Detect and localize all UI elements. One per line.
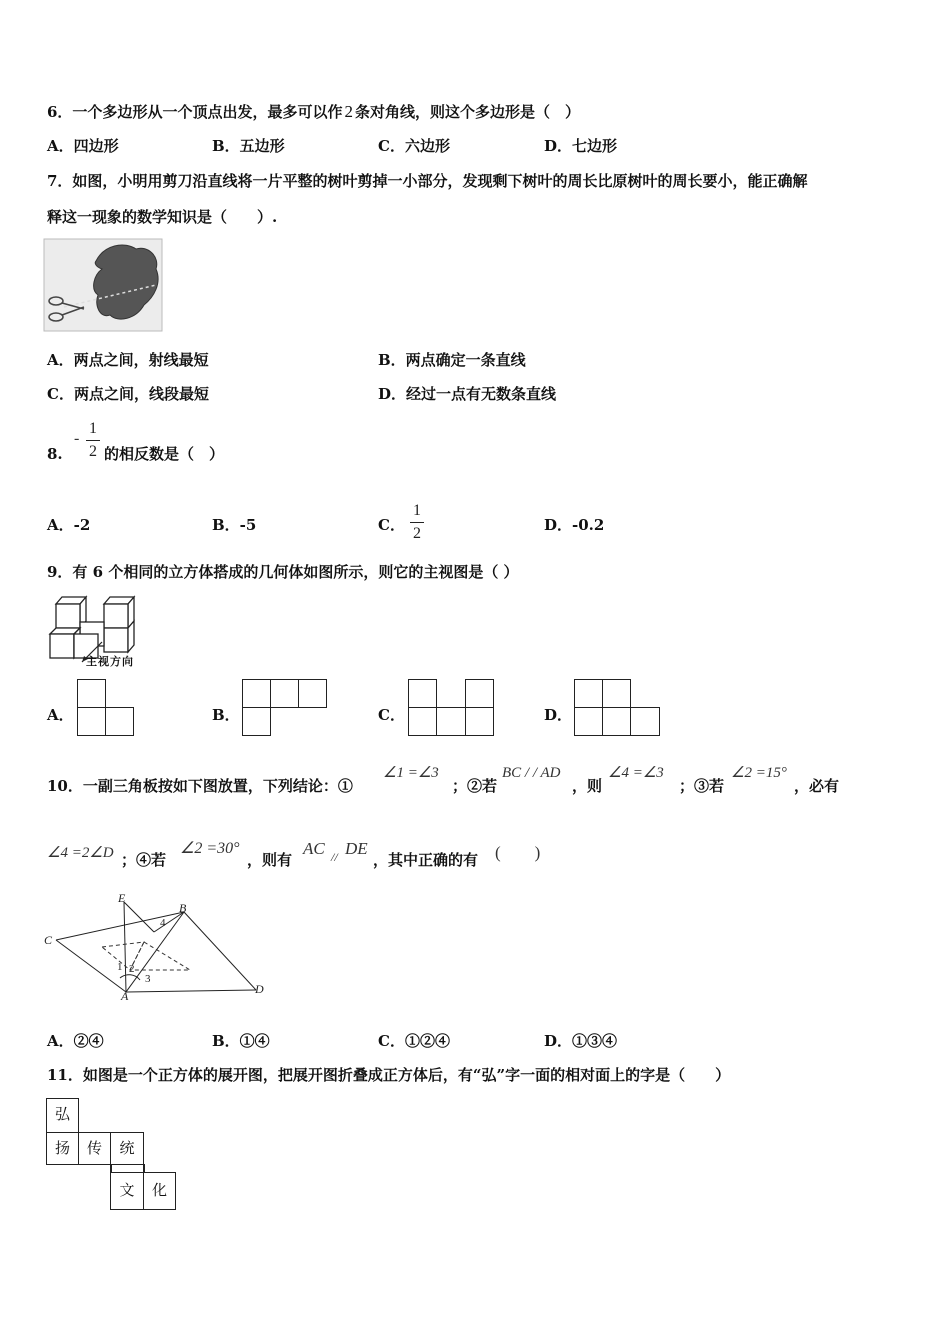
q9-d-cell (602, 707, 631, 736)
q9-option-a[interactable]: A． (47, 706, 74, 724)
angle-label-2: 2 (129, 963, 135, 975)
figure-label-e: E (118, 891, 126, 905)
q10-math-6: ∠2 =30° (180, 840, 240, 857)
q7-option-a[interactable]: A．两点之间，射线最短 (47, 351, 209, 369)
q9-c-cell (408, 679, 437, 708)
q8-option-d[interactable]: D．-0.2 (544, 516, 605, 534)
q9-a-cell (105, 707, 134, 736)
q8-stem: 的相反数是（ ） (104, 445, 225, 463)
q10-math-7c: DE (345, 839, 368, 858)
q8-minus-sign: - (74, 430, 80, 447)
q10-text-8: ，其中正确的有 (373, 851, 479, 869)
cube-net-face: 化 (143, 1172, 176, 1210)
q9-view-direction-label: 主视方向 (86, 655, 134, 668)
q9-a-cell (77, 707, 106, 736)
q9-b-cell (242, 707, 271, 736)
q10-text-2: ；②若 (452, 777, 498, 795)
q10-text-1: 10．一副三角板按如下图放置，下列结论：① (47, 777, 353, 795)
q10-text-3: ，则 (572, 777, 603, 795)
q6-stem-b: 条对角线，则这个多边形是（ ） (354, 103, 580, 121)
figure-label-b: B (179, 901, 187, 915)
leaf-scissors-figure (44, 239, 162, 331)
q10-option-a[interactable]: A．②④ (47, 1032, 104, 1050)
q8-fraction-numerator: 1 (89, 420, 97, 437)
figure-label-d: D (255, 982, 264, 996)
q9-c-cell (436, 707, 466, 736)
q8-fraction-denominator: 2 (89, 443, 97, 460)
q9-c-cell (408, 707, 437, 736)
q6-stem (47, 102, 580, 122)
q7-stem-line1: 7．如图，小明用剪刀沿直线将一片平整的树叶剪掉一小部分，发现剩下树叶的周长比原树叶的周长要小，能正确解 (47, 172, 808, 190)
figure-label-a: A (121, 989, 129, 1003)
cube-net-face: 文 (110, 1172, 144, 1210)
q6-number: 2 (344, 102, 353, 121)
cube-net-face: 弘 (46, 1098, 79, 1133)
q9-c-cell (465, 679, 494, 708)
q6-option-b[interactable]: B．五边形 (212, 137, 285, 155)
q10-option-b[interactable]: B．①④ (212, 1032, 270, 1050)
cube-net-face: 传 (78, 1132, 111, 1165)
q10-math-5: ∠4 =2∠D (47, 845, 114, 861)
q7-option-d[interactable]: D．经过一点有无数条直线 (378, 385, 557, 403)
q8-option-b[interactable]: B．-5 (212, 516, 257, 534)
figure-label-c: C (44, 933, 53, 947)
q7-option-b[interactable]: B．两点确定一条直线 (378, 351, 526, 369)
q7-option-c[interactable]: C．两点之间，线段最短 (47, 385, 209, 403)
q9-d-cell (574, 679, 603, 708)
angle-label-3: 3 (145, 973, 151, 985)
q9-a-cell (77, 679, 106, 708)
triangle-set-figure (44, 892, 270, 1004)
q10-text-7: ，则有 (247, 851, 293, 869)
q10-math-7b: // (331, 850, 338, 864)
q9-b-cell (298, 679, 327, 708)
q10-math-4: ∠2 =15° (731, 765, 787, 781)
cube-net-face: 扬 (46, 1132, 79, 1165)
q8-fraction (86, 420, 100, 461)
q9-d-cell (574, 707, 603, 736)
q10-text-6: ；④若 (121, 851, 167, 869)
q9-d-cell (602, 679, 631, 708)
q8-number: 8. (47, 445, 63, 463)
q6-option-d[interactable]: D．七边形 (544, 137, 618, 155)
q10-option-c[interactable]: C．①②④ (378, 1032, 450, 1050)
q9-d-cell (630, 707, 660, 736)
angle-label-4: 4 (160, 917, 166, 929)
q10-answer-paren: ( ) (495, 843, 541, 862)
q10-text-5: ，必有 (794, 777, 840, 795)
q9-option-c[interactable]: C． (378, 706, 405, 724)
q10-option-d[interactable]: D．①③④ (544, 1032, 618, 1050)
q9-b-cell (270, 679, 299, 708)
q10-math-2: BC / / AD (502, 765, 561, 781)
q6-option-a[interactable]: A．四边形 (47, 137, 119, 155)
q7-stem-line2: 释这一现象的数学知识是（ ）. (47, 208, 278, 226)
q9-c-cell (465, 707, 494, 736)
q9-stem: 9．有 6 个相同的立方体搭成的几何体如图所示，则它的主视图是（ ） (47, 563, 519, 581)
q9-b-cell (242, 679, 271, 708)
cube-net-face: 统 (110, 1132, 144, 1165)
q10-math-1: ∠1 =∠3 (383, 765, 439, 781)
q10-math-7a: AC (303, 839, 325, 858)
q11-stem: 11．如图是一个正方体的展开图，把展开图折叠成正方体后，有“弘”字一面的相对面上的字是（ ） (47, 1066, 731, 1084)
q8-option-c-denominator: 2 (413, 525, 421, 542)
q6-stem-a: 6．一个多边形从一个顶点出发，最多可以作 (47, 103, 343, 121)
q8-option-c-fraction (410, 502, 424, 543)
q9-option-d[interactable]: D． (544, 706, 573, 724)
angle-label-1: 1 (117, 961, 123, 973)
q8-option-c[interactable]: C． (378, 516, 405, 534)
q8-option-c-numerator: 1 (413, 502, 421, 519)
q8-option-a[interactable]: A．-2 (47, 516, 91, 534)
q10-text-4: ；③若 (679, 777, 725, 795)
q6-option-c[interactable]: C．六边形 (378, 137, 450, 155)
q10-math-3: ∠4 =∠3 (608, 765, 664, 781)
q9-option-b[interactable]: B． (212, 706, 240, 724)
